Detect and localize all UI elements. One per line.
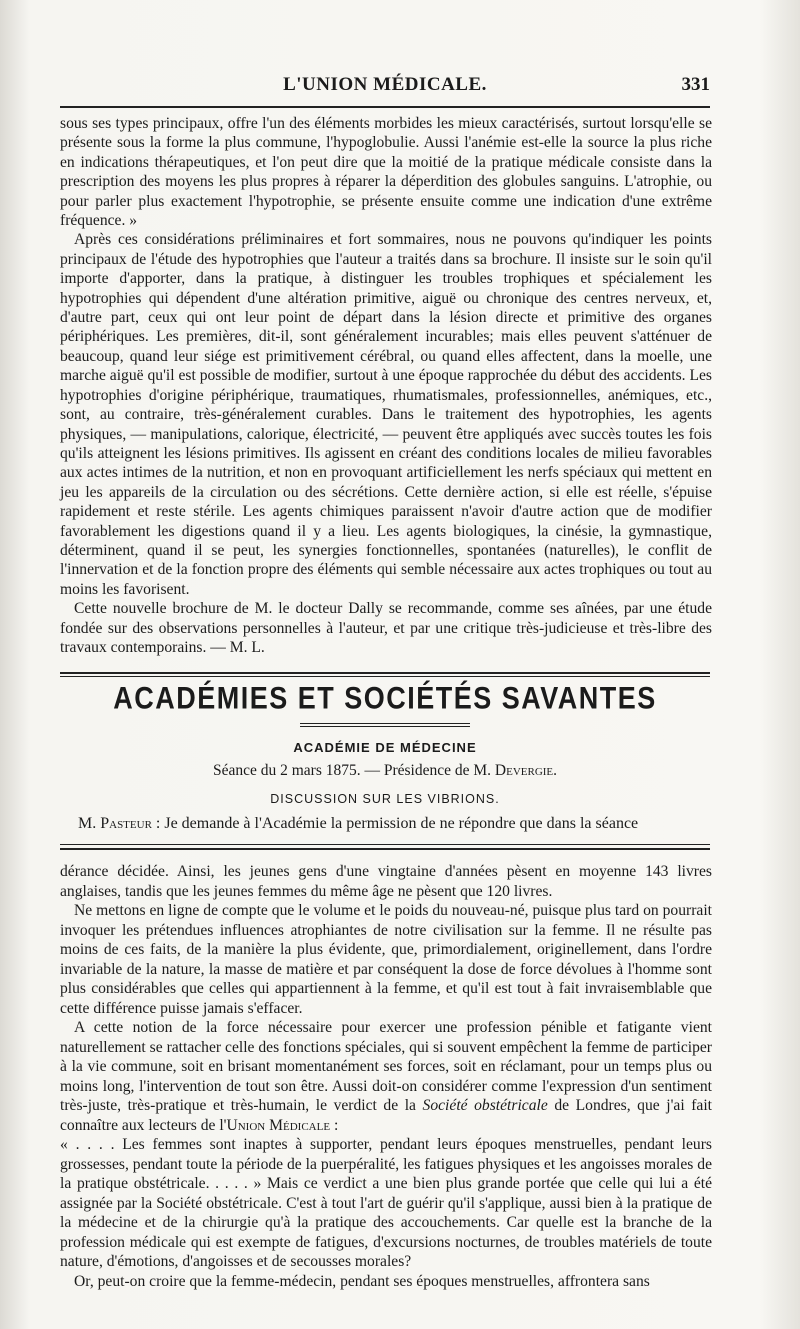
lower-text-block <box>60 862 712 1291</box>
seance-president: Devergie <box>494 762 554 779</box>
paragraph-lower-5: Or, peut-on croire que la femme-médecin, pendant ses époques menstruelles, affrontera sans <box>74 1272 650 1290</box>
seance-suffix: . <box>553 762 558 779</box>
page-number: 331 <box>681 74 710 95</box>
heading-underline-1 <box>300 723 470 724</box>
society-name: Société obstétricale <box>422 1097 548 1114</box>
section-rule-bottom-1 <box>60 844 710 845</box>
discussion-heading: DISCUSSION SUR LES VIBRIONS. <box>270 792 500 806</box>
running-title: L'UNION MÉDICALE. <box>283 74 487 95</box>
heading-underline-2 <box>300 726 470 727</box>
paragraph-upper-1: sous ses types principaux, offre l'un des éléments morbides les mieux caractérisés, surtout lorsqu'elle se présente sous la forme la plus commune, l'hypoglobulie. Aussi l'anémie est-elle la source la plus riche en indications thérapeutiques, et l'on peut dire que la moitié de la pratique médicale consiste dans la prescription des moyens les plus propres à réparer la déperdition des globules sanguins. L'atrophie, ou pour parler plus exactement l'hypotrophie, se présente ensuite comme une indication d'une extrême fréquence. » <box>60 115 712 230</box>
paragraph-lower-4: « . . . . Les femmes sont inaptes à supporter, pendant leurs époques menstruelles, pendant leurs grossesses, pendant toute la période de la puerpéralité, les fatigues physiques et les angoisses morales de la pratique obstétricale. . . . . » Mais ce verdict a une bien plus grande portée que celle qui lui a été assignée par la Société obstétricale. C'est à tout l'art de guérir qu'il s'applique, aussi bien à la pratique de la médecine et de la chirurgie qu'à la pratique des accouchements. Car quelle est la branche de la profession médicale qui est exempte de fatigues, d'excursions nocturnes, de troubles matériels de toute nature, d'émotions, d'angoisses et de secousses morales? <box>60 1136 712 1270</box>
after-journal-text: : <box>330 1116 339 1134</box>
paragraph-lower-3-text: A cette notion de la force nécessaire pour exercer une profession pénible et fatigante vient naturellement se rattacher celle des fonctions spéciales, qui si souvent empêchent la femme de participer à la vie commune, soit en brisant momentanément ses forces, soit en réclamant, pour un temps plus ou moins long, l'intervention de tout son être. Aussi doit-on considérer comme l'expression d'un sentiment très-juste, très-pratique et très-humain, le verdict de la <box>60 1019 712 1114</box>
seance-prefix: Séance du 2 mars 1875. — Présidence de M. <box>212 762 495 779</box>
section-heading: ACADÉMIES ET SOCIÉTÉS SAVANTES <box>113 680 657 716</box>
journal-name: Union Médicale <box>226 1116 331 1134</box>
after-society-text: de Londres, que j'ai fait connaître aux lecteurs de l' <box>60 1097 712 1134</box>
speaker-name: M. Pasteur <box>78 815 152 832</box>
paragraph-lower-2: Ne mettons en ligne de compte que le volume et le poids du nouveau-né, puisque plus tard on pourrait invoquer les prétendues influences atrophiantes de notre civilisation sur la femme. Il ne résulte pas moins de ces faits, de la manière la plus évidente, que, primordialement, originellement, dans l'ordre invariable de la nature, la masse de matière et par conséquent la dose de force dévolues à l'homme sont plus considérables que celles qui appartiennent à la femme, et qu'il est tout à fait invraisemblable que cette différence puisse jamais s'effacer. <box>60 902 712 1017</box>
section-rule-bottom-2 <box>60 848 710 850</box>
paragraph-upper-3: Cette nouvelle brochure de M. le docteur Dally se recommande, comme ses aînées, par une étude fondée sur des observations personnelles à l'auteur, et par une critique très-judicieuse et très-libre des travaux contemporains. — M. L. <box>60 600 712 656</box>
upper-text-block <box>60 114 712 657</box>
speaker-text: : Je demande à l'Académie la permission de ne répondre que dans la séance <box>151 815 639 832</box>
section-subheading: ACADÉMIE DE MÉDECINE <box>293 740 477 755</box>
paragraph-lower-1: dérance décidée. Ainsi, les jeunes gens d'une vingtaine d'années pèsent en moyenne 143 livres anglaises, tandis que les jeunes femmes du même âge ne pèsent que 120 livres. <box>60 863 712 900</box>
pasteur-line <box>78 814 712 834</box>
page-header <box>60 70 710 100</box>
section-rule-top-2 <box>60 676 710 677</box>
seance-line <box>60 762 710 780</box>
paragraph-lower-3 <box>60 1018 712 1135</box>
paragraph-upper-2: Après ces considérations préliminaires et fort sommaires, nous ne pouvons qu'indiquer les points principaux de l'étude des hypotrophies que l'auteur a traités dans sa brochure. Il insiste sur le soin qu'il importe d'apporter, dans la pratique, à distinguer les troubles trophiques et spécialement les hypotrophies qui dépendent d'une altération primitive, aiguë ou chronique des centres nerveux, et, d'autre part, ceux qui ont leur point de départ dans la lésion directe et primitive des organes périphériques. Les premières, dit-il, sont généralement incurables; mais elles peuvent s'atténuer de beaucoup, quand leur siége est primitivement cérébral, ou quand elles affectent, dans la moelle, une marche aiguë qu'il est possible de modifier, surtout à une époque rapprochée du début des accidents. Les hypotrophies d'origine périphérique, traumatiques, rhumatismales, professionnelles, anémiques, etc., sont, au contraire, très-généralement curables. Dans le traitement des hypotrophies, les agents physiques, — manipulations, calorique, électricité, — peuvent être appliqués avec succès toutes les fois qu'ils atteignent les lésions primitives. Ils agissent en créant des conditions locales de milieu favorables aux actes intimes de la nutrition, et non en provoquant artificiellement les nerfs spéciaux qui mettent en jeu les appareils de la circulation ou des sécrétions. Cette dernière action, si elle est réelle, s'épuise rapidement et reste stérile. Les agents chimiques paraissent n'avoir d'autre action que de modifier favorablement les digestions quand il y a lieu. Les agents biologiques, la cinésie, la gymnastique, déterminent, quand il se peut, les synergies fonctionnelles, spontanées (naturelles), le conflit de l'innervation et de la fonction propre des éléments qui semble nécessaire aux actes trophiques ou tout au moins les favorisent. <box>60 231 712 598</box>
section-rule-top-1 <box>60 672 710 674</box>
header-rule <box>60 106 710 108</box>
